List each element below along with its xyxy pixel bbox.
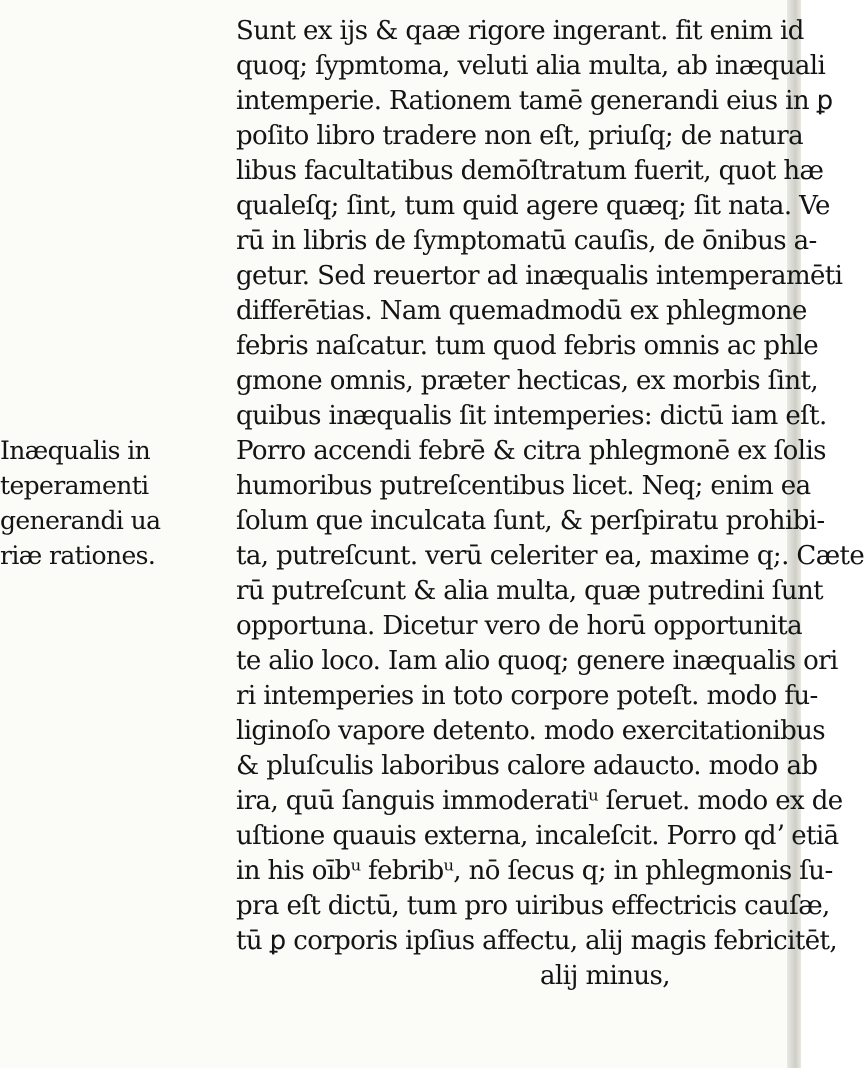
text-line-9: differētias. Nam quemadmodū ex phlegmone (236, 296, 807, 326)
text-line-24: uſtione quauis externa, incaleſcit. Porro qdʼ etiā (236, 821, 839, 851)
text-line-20: ri intemperies in toto corpore poteſt. modo fu- (236, 681, 818, 711)
text-line-26: pra eſt dictū, tum pro uiribus effectricis cauſæ, (236, 891, 830, 921)
text-line-2: quoq; ſypmtoma, veluti alia multa, ab inæquali (236, 51, 826, 81)
text-line-27: tū ꝑ corporis ipſius affectu, alij magis febricitēt, (236, 926, 837, 956)
margin-note-1: Inæqualis in (0, 436, 151, 465)
text-line-23: ira, quū ſanguis immoderatiᵘ ſeruet. modo ex de (236, 786, 843, 816)
text-line-17: rū putreſcunt & alia multa, quæ putredini ſunt (236, 576, 823, 606)
text-line-25: in his oībᵘ febribᵘ, nō ſecus q; in phlegmonis ſu- (236, 856, 833, 886)
text-line-13: Porro accendi febrē & citra phlegmonē ex ſolis (236, 436, 826, 466)
text-line-4: poſito libro tradere non eſt, priuſq; de natura (236, 121, 803, 151)
text-line-5: libus facultatibus demōſtratum fuerit, quot hæ (236, 156, 824, 186)
text-line-3: intemperie. Rationem tamē generandi eius in ꝑ (236, 86, 833, 116)
text-line-12: quibus inæqualis ſit intemperies: dictū iam eſt. (236, 401, 827, 431)
text-line-11: gmone omnis, præter hecticas, ex morbis ſint, (236, 366, 819, 396)
text-line-21: liginoſo vapore detento. modo exercitationibus (236, 716, 826, 746)
text-line-28: alij minus, (540, 961, 670, 991)
text-line-8: getur. Sed reuertor ad inæqualis intemperamēti (236, 261, 843, 291)
text-line-18: opportuna. Dicetur vero de horū opportunita (236, 611, 802, 641)
margin-note-3: generandi ua (0, 506, 161, 535)
text-line-15: ſolum que inculcata ſunt, & perſpiratu prohibi- (236, 506, 825, 536)
text-line-6: qualeſq; ſint, tum quid agere quæq; ſit nata. Ve (236, 191, 830, 221)
margin-note-4: riæ rationes. (0, 541, 156, 570)
text-line-16: ta, putreſcunt. verū celeriter ea, maxime q;. Cæte (236, 541, 864, 571)
text-line-1: Sunt ex ijs & qaæ rigore ingerant. fit enim id (236, 16, 804, 46)
text-line-22: & pluſculis laboribus calore adaucto. modo ab (236, 751, 818, 781)
text-line-19: te alio loco. Iam alio quoq; genere inæqualis ori (236, 646, 838, 676)
text-line-7: rū in libris de ſymptomatū cauſis, de ōnibus a- (236, 226, 817, 256)
margin-note-2: teperamenti (0, 471, 149, 500)
text-line-14: humoribus putreſcentibus licet. Neq; enim ea (236, 471, 811, 501)
text-line-10: febris naſcatur. tum quod febris omnis ac phle (236, 331, 819, 361)
